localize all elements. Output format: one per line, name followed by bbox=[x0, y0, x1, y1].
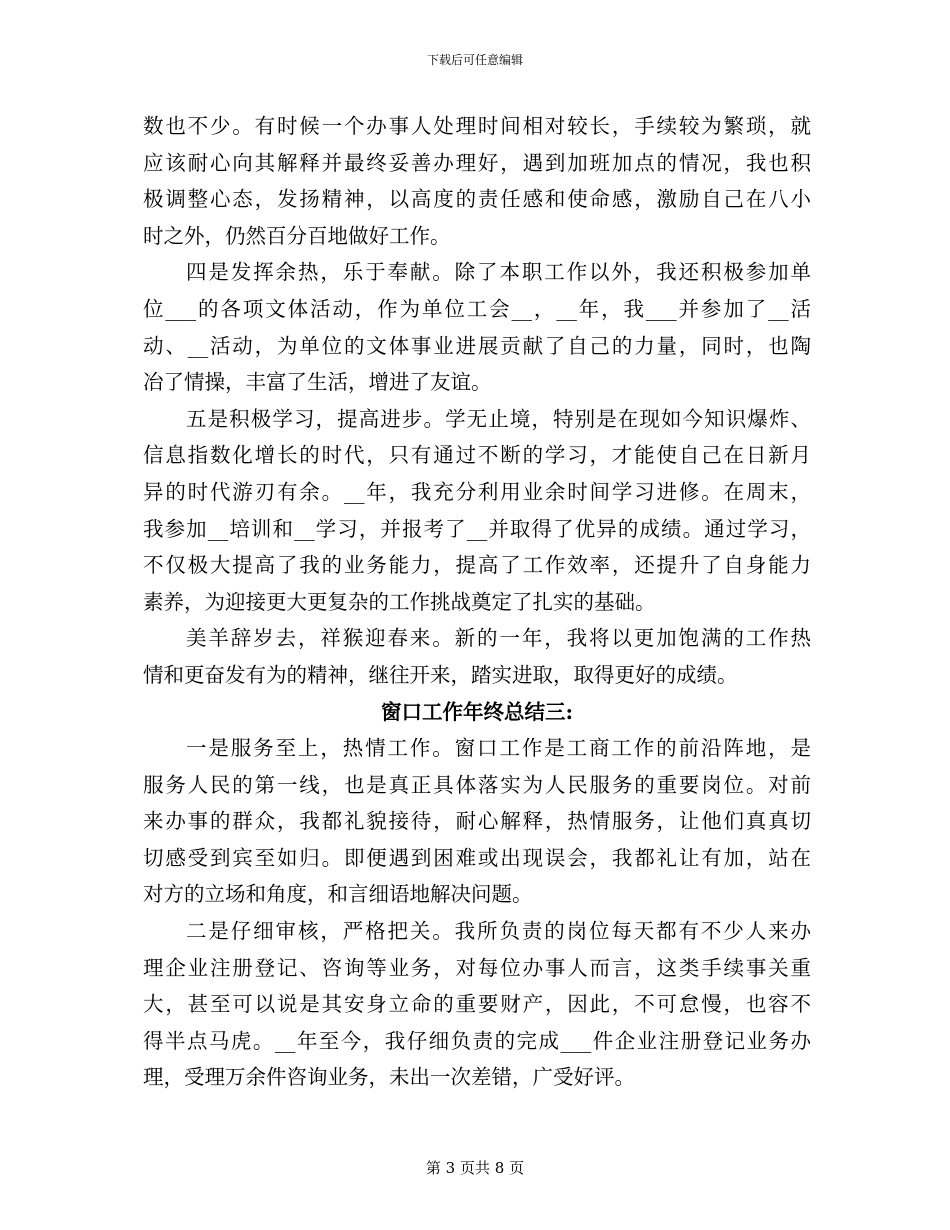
text-line: 不仅极大提高了我的业务能力，提高了工作效率，还提升了自身能力 bbox=[143, 553, 811, 578]
document-body bbox=[143, 108, 811, 1096]
text-line: 二是仔细审核，严格把关。我所负责的岗位每天都有不少人来办 bbox=[186, 919, 811, 944]
text-line: 位___的各项文体活动，作为单位工会__，__年，我___并参加了__活 bbox=[143, 296, 811, 321]
text-line: 理，受理万余件咨询业务，未出一次差错，广受好评。 bbox=[143, 1065, 635, 1090]
text-line: 极调整心态，发扬精神，以高度的责任感和使命感，激励自己在八小 bbox=[143, 187, 811, 212]
text-line: 来办事的群众，我都礼貌接待，耐心解释，热情服务，让他们真真切 bbox=[143, 809, 811, 834]
text-line: 我参加__培训和__学习，并报考了__并取得了优异的成绩。通过学习， bbox=[143, 516, 811, 541]
text-line: 动、__活动，为单位的文体事业进展贡献了自己的力量，同时，也陶 bbox=[143, 333, 811, 358]
text-line: 四是发挥余热，乐于奉献。除了本职工作以外，我还积极参加单 bbox=[186, 260, 811, 285]
text-line: 信息指数化增长的时代，只有通过不断的学习，才能使自己在日新月 bbox=[143, 443, 811, 468]
text-line: 异的时代游刃有余。__年，我充分利用业余时间学习进修。在周末， bbox=[143, 479, 811, 504]
paragraph bbox=[143, 620, 811, 693]
text-line: 理企业注册登记、咨询等业务，对每位办事人而言，这类手续事关重 bbox=[143, 955, 811, 980]
text-line: 得半点马虎。__年至今，我仔细负责的完成___件企业注册登记业务办 bbox=[143, 1028, 811, 1053]
text-line: 切感受到宾至如归。即便遇到困难或出现误会，我都礼让有加，站在 bbox=[143, 845, 811, 870]
text-line: 服务人民的第一线，也是真正具体落实为人民服务的重要岗位。对前 bbox=[143, 772, 811, 797]
text-line: 五是积极学习，提高进步。学无止境，特别是在现如今知识爆炸、 bbox=[186, 406, 811, 431]
paragraph bbox=[143, 913, 811, 1096]
section-heading: 窗口工作年终总结三: bbox=[380, 699, 574, 724]
text-line: 大，甚至可以说是其安身立命的重要财产，因此，不可怠慢，也容不 bbox=[143, 992, 811, 1017]
text-line: 一是服务至上，热情工作。窗口工作是工商工作的前沿阵地，是 bbox=[186, 736, 811, 761]
text-line: 素养，为迎接更大更复杂的工作挑战奠定了扎实的基础。 bbox=[143, 589, 656, 614]
page-footer: 第 3 页共 8 页 bbox=[425, 1159, 525, 1177]
text-line: 数也不少。有时候一个办事人处理时间相对较长，手续较为繁琐，就 bbox=[143, 114, 811, 138]
text-line: 应该耐心向其解释并最终妥善办理好，遇到加班加点的情况，我也积 bbox=[143, 150, 811, 175]
text-line: 冶了情操，丰富了生活，增进了友谊。 bbox=[143, 370, 492, 395]
text-line: 情和更奋发有为的精神，继往开来，踏实进取，取得更好的成绩。 bbox=[143, 662, 738, 687]
paragraph bbox=[143, 254, 811, 400]
paragraph bbox=[143, 108, 811, 254]
paragraph bbox=[143, 401, 811, 621]
page-header: 下载后可任意编辑 bbox=[426, 53, 523, 67]
text-line: 时之外，仍然百分百地做好工作。 bbox=[143, 223, 451, 248]
text-line: 对方的立场和角度，和言细语地解决问题。 bbox=[143, 882, 533, 907]
paragraph bbox=[143, 730, 811, 913]
text-line: 美羊辞岁去，祥猴迎春来。新的一年，我将以更加饱满的工作热 bbox=[186, 626, 811, 651]
